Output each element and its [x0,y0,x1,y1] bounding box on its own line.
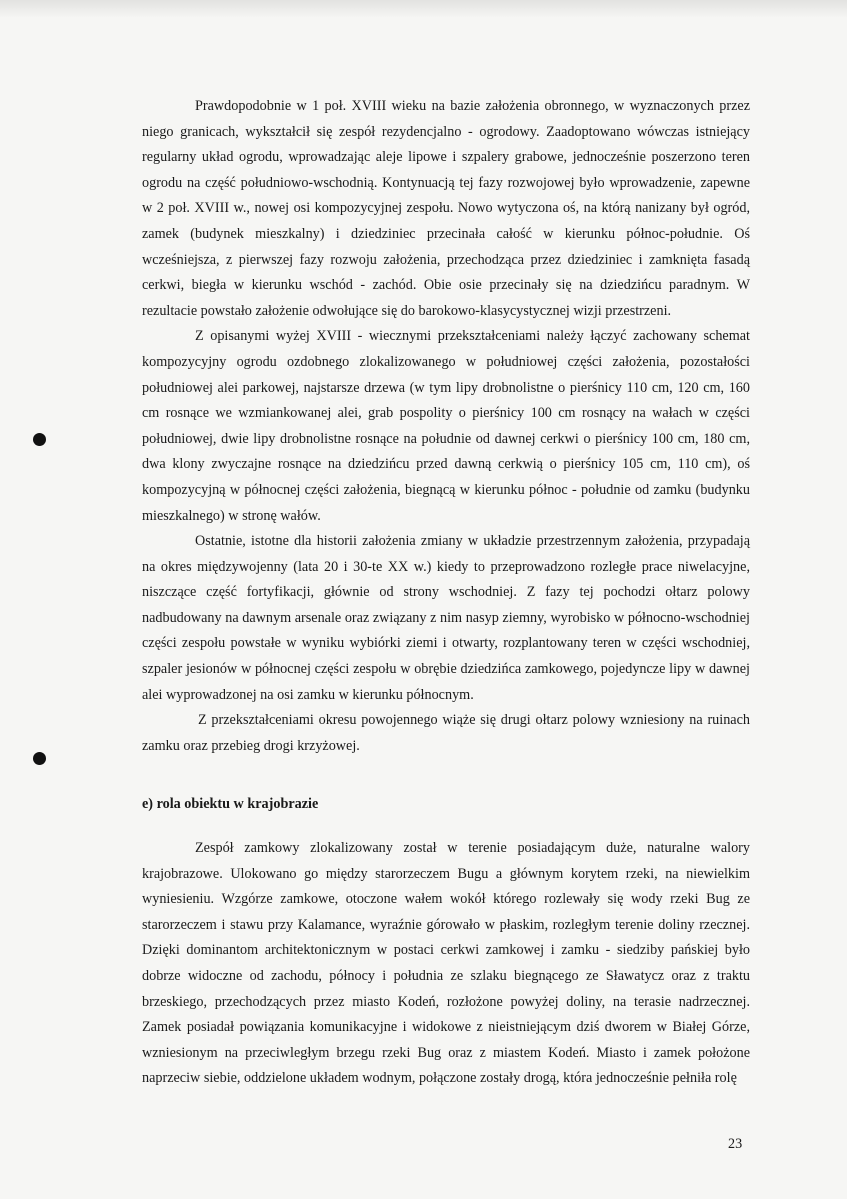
page-number: 23 [728,1136,743,1152]
paragraph: Prawdopodobnie w 1 poł. XVIII wieku na bazie założenia obronnego, w wyznaczonych przez niego granicach, wykształcił się zespół rezydencjalno - ogrodowy. Zaadoptowano wówczas istniejący regularny układ ogrodu, wprowadzając aleje lipowe i szpalery grabowe, jednocześnie poszerzono teren ogrodu na część południowo-wschodnią. Kontynuacją tej fazy rozwojowej było wprowadzenie, zapewne w 2 poł. XVIII w., nowej osi kompozycyjnej zespołu. Nowo wytyczona oś, na którą nanizany był ogród, zamek (budynek mieszkalny) i dziedziniec przecinała całość w kierunku północ-południe. Oś wcześniejsza, z pierwszej fazy rozwoju założenia, przechodząca przez dziedziniec i zamknięta fasadą cerkwi, biegła w kierunku wschód - zachód. Obie osie przecinały się na dziedzińcu paradnym. W rezultacie powstało założenie odwołujące się do barokowo-klasycystycznej wizji przestrzeni. [142,98,750,319]
punch-hole [33,752,46,765]
paragraph: Z przekształceniami okresu powojennego wiąże się drugi ołtarz polowy wzniesiony na ruinach zamku oraz przebieg drogi krzyżowej. [142,712,750,754]
section-heading: e) rola obiektu w krajobrazie [142,796,319,813]
body-text [142,94,750,1092]
paragraph: Z opisanymi wyżej XVIII - wiecznymi przekształceniami należy łączyć zachowany schemat kompozycyjny ogrodu ozdobnego zlokalizowanego w południowej części założenia, pozostałości południowej alei parkowej, najstarsze drzewa (w tym lipy drobnolistne o pierśnicy 110 cm, 120 cm, 160 cm rosnące we wzmiankowanej alei, grab pospolity o pierśnicy 100 cm rosnący na wałach w części południowej, dwie lipy drobnolistne rosnące na południe od dawnej cerkwi o pierśnicy 100 cm, 180 cm, dwa klony zwyczajne rosnące na dziedzińcu przed dawną cerkwią o pierśnicy 105 cm, 110 cm), oś kompozycyjną w północnej części założenia, biegnącą w kierunku północ - południe od zamku (budynku mieszkalnego) w stronę wałów. [142,328,750,524]
punch-hole [33,433,46,446]
scan-edge [0,0,847,18]
paragraph: Zespół zamkowy zlokalizowany został w terenie posiadającym duże, naturalne walory krajobrazowe. Ulokowano go między starorzeczem Bugu a głównym korytem rzeki, na niewielkim wyniesieniu. Wzgórze zamkowe, otoczone wałem wokół którego rozlewały się wody rzeki Bug ze starorzeczem i stawu przy Kalamance, wyraźnie górowało w płaskim, rozległym terenie doliny rzecznej. Dzięki dominantom architektonicznym w postaci cerkwi zamkowej i zamku - siedziby pańskiej było dobrze widoczne od zachodu, północy i południa ze szlaku biegnącego ze Sławatycz oraz z traktu brzeskiego, przechodzących przez miasto Kodeń, rozłożone powyżej doliny, na terasie nadrzecznej. Zamek posiadał powiązania komunikacyjne i widokowe z nieistniejącym dziś dworem w Białej Górze, wzniesionym na przeciwległym brzegu rzeki Bug oraz z miastem Kodeń. Miasto i zamek położone naprzeciw siebie, oddzielone układem wodnym, połączone zostały drogą, która jednocześnie pełniła rolę [142,840,750,1087]
paragraph: Ostatnie, istotne dla historii założenia zmiany w układzie przestrzennym założenia, przypadają na okres międzywojenny (lata 20 i 30-te XX w.) kiedy to przeprowadzono rozległe prace niwelacyjne, niszczące część fortyfikacji, głównie od strony wschodniej. Z fazy tej pochodzi ołtarz polowy nadbudowany na dawnym arsenale oraz związany z nim nasyp ziemny, wyrobisko w północno-wschodniej części zespołu powstałe w wyniku wybiórki ziemi i otwarty, rozplantowany teren w części wschodniej, szpaler jesionów w północnej części zespołu w obrębie dziedzińca zamkowego, pojedyncze lipy w dawnej alei wyprowadzonej na osi zamku w kierunku północnym. [142,533,750,703]
